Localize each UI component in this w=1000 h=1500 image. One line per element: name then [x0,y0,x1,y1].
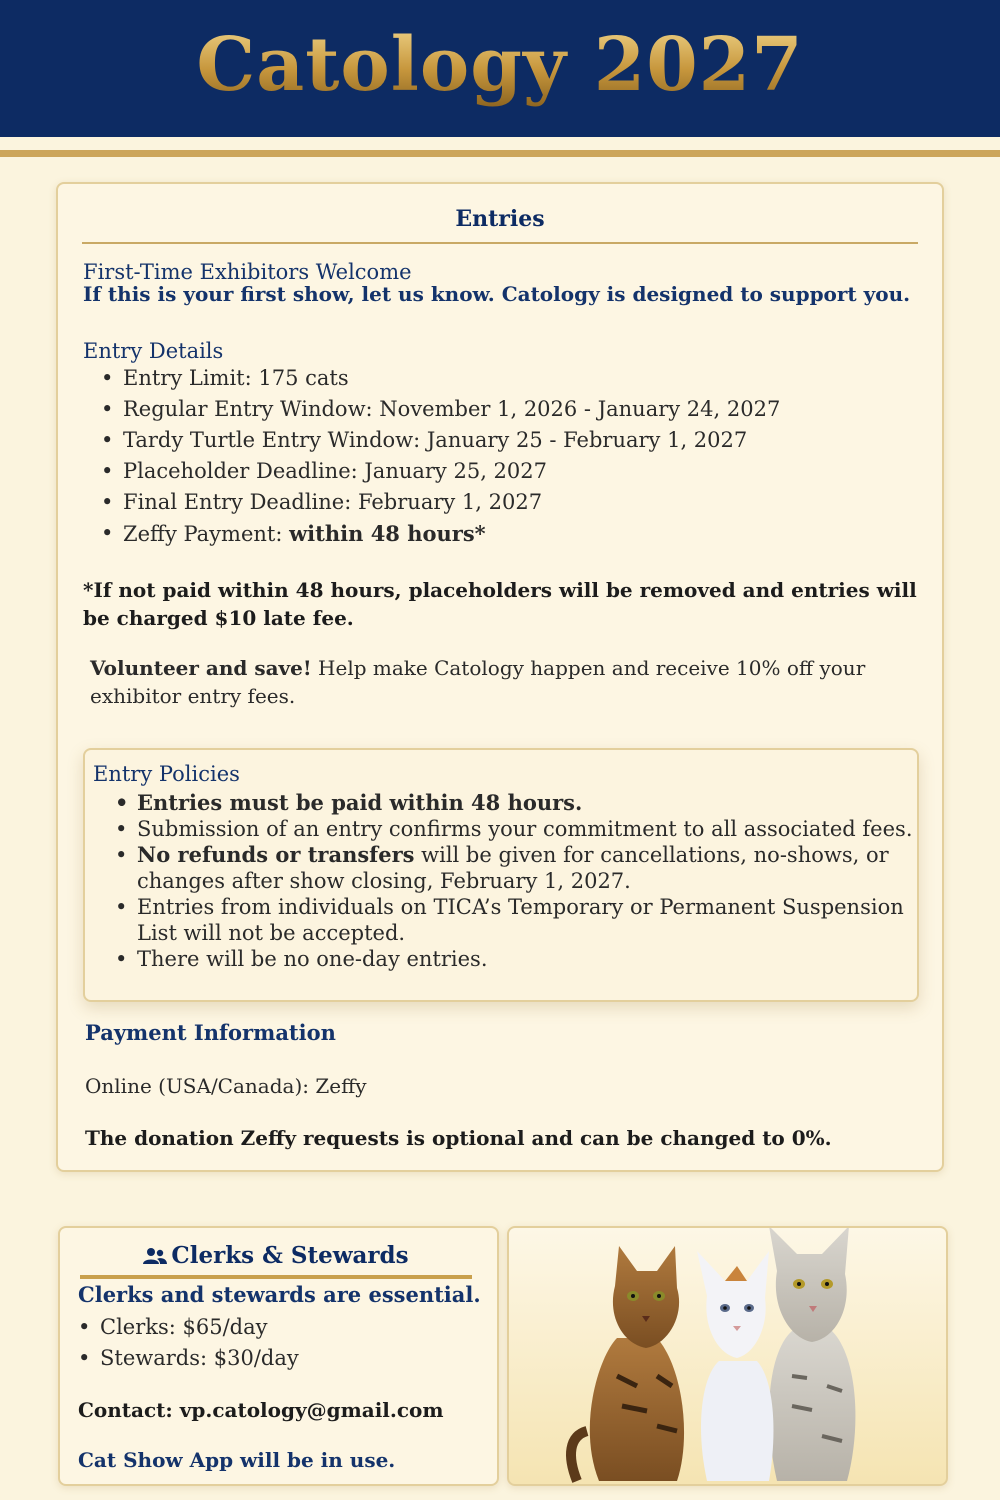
list-item: • Entries from individuals on TICA’s Temporary or Permanent Suspension List will not be accepted. [85,894,915,946]
volunteer-note [90,654,920,710]
first-time-text: If this is your first show, let us know. Catology is designed to support you. [83,282,911,306]
late-fee-note: *If not paid within 48 hours, placeholders will be removed and entries will be charged $10 late fee. [83,578,917,630]
clerks-stewards-card [58,1226,499,1486]
no-refunds-text: will be given for cancellations, no-shows, or changes after show closing, February 1, 2027. [137,843,889,893]
entry-details-section [83,339,933,550]
clerks-subtitle: Clerks and stewards are essential. [78,1282,481,1307]
payment-value: within 48 hours* [289,521,486,546]
cat-show-app-note: Cat Show App will be in use. [78,1448,396,1472]
policies-list [85,790,915,972]
clerks-title [80,1242,472,1279]
payment-heading: Payment Information [85,1020,336,1045]
list-item: • Entry Limit: 175 cats [79,363,933,394]
clerks-rates-list [56,1312,476,1374]
three-cats-illustration [507,1226,948,1486]
list-item: • Entries must be paid within 48 hours. [85,790,915,816]
clerks-contact [78,1398,444,1422]
payment-label: Zeffy Payment: [123,522,290,546]
list-item: • Clerks: $65/day [56,1312,476,1343]
volunteer-text: Help make Catology happen and receive 10% off your exhibitor entry fees. [90,656,866,708]
list-item [79,518,933,550]
policies-heading: Entry Policies [93,762,240,786]
white-cat [697,1251,773,1481]
list-item: • Placeholder Deadline: January 25, 2027 [79,456,933,487]
payment-online: Online (USA/Canada): Zeffy [85,1074,367,1098]
clerks-title-text: Clerks & Stewards [171,1242,409,1269]
gold-divider [0,150,1000,157]
first-time-heading: First-Time Exhibitors Welcome [83,260,412,284]
entry-policies-box [83,748,919,1002]
header-banner [0,0,1000,137]
cats-photo [507,1226,948,1486]
contact-label: Contact: [78,1398,180,1422]
list-item: • There will be no one-day entries. [85,946,915,972]
list-item: • Regular Entry Window: November 1, 2026 - January 24, 2027 [79,394,933,425]
entries-card [56,182,944,1172]
entry-details-heading: Entry Details [83,339,224,363]
payment-donation-note: The donation Zeffy requests is optional and can be changed to 0%. [85,1126,832,1150]
first-time-section [83,260,933,306]
no-refunds-bold: No refunds or transfers [137,842,415,867]
list-item: • Tardy Turtle Entry Window: January 25 - February 1, 2027 [79,425,933,456]
volunteer-bold: Volunteer and save! [90,656,312,680]
contact-email[interactable]: vp.catology@gmail.com [179,1398,444,1422]
list-item: • Final Entry Deadline: February 1, 2027 [79,487,933,518]
page-title: Catology 2027 [196,21,804,108]
entry-details-list [79,363,933,550]
list-item: • Submission of an entry confirms your commitment to all associated fees. [85,816,915,842]
users-icon [143,1247,167,1265]
silver-cat [769,1226,855,1481]
list-item [85,842,915,894]
list-item: • Stewards: $30/day [56,1343,476,1374]
entries-title: Entries [82,206,918,244]
bengal-cat [571,1246,684,1481]
